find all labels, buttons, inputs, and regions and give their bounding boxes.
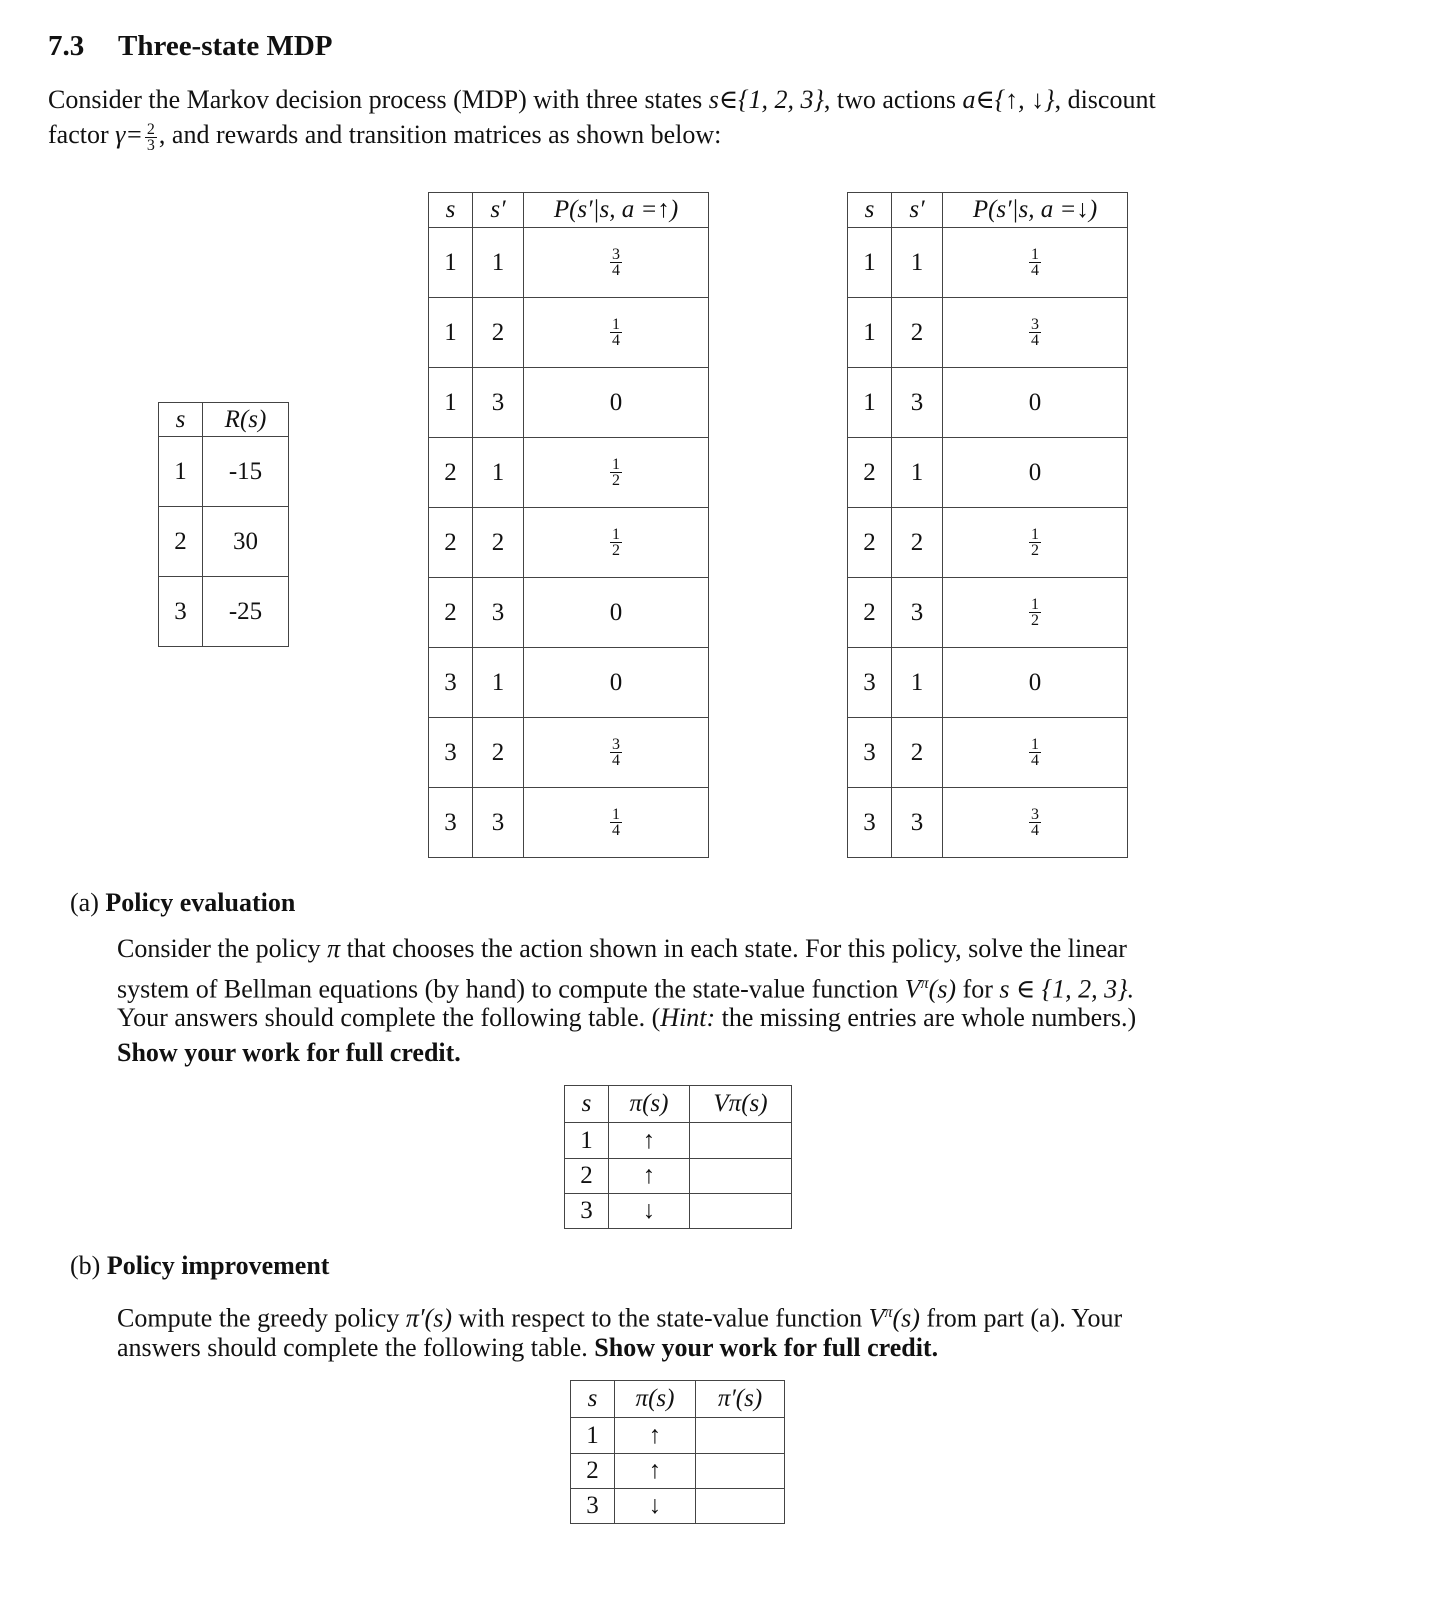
table-row: [429, 578, 709, 648]
text: system of Bellman equations (by hand) to compute the state-value function: [117, 974, 905, 1004]
gamma-symbol: γ=: [115, 120, 143, 149]
section-heading: [48, 30, 332, 63]
table-row: [848, 788, 1128, 858]
cell: 3: [892, 788, 943, 858]
frac-num: 1: [612, 526, 620, 543]
cell: 3: [429, 718, 473, 788]
probability-fraction: [610, 737, 622, 768]
part-b-line-2: [117, 1330, 938, 1365]
header-pi-prime: π′(s): [696, 1381, 785, 1418]
probability-cell: [943, 718, 1128, 788]
table-row: [429, 228, 709, 298]
probability-cell: [524, 228, 709, 298]
cell: 2: [892, 508, 943, 578]
cell: 1: [892, 648, 943, 718]
probability-cell: [524, 298, 709, 368]
cell: 2: [848, 438, 892, 508]
text: Your answers should complete the following table. (: [117, 1003, 661, 1032]
cell: 1: [848, 228, 892, 298]
probability-cell: 0: [943, 438, 1128, 508]
part-b-heading: [70, 1251, 329, 1281]
cell: 2: [473, 718, 524, 788]
cell: ↑: [615, 1418, 696, 1454]
cell: 3: [892, 368, 943, 438]
gamma-fraction: [145, 122, 157, 153]
cell: 2: [429, 438, 473, 508]
probability-cell: [943, 578, 1128, 648]
text: that chooses the action shown in each state. For this policy, solve the linear: [340, 934, 1127, 963]
header-s: s: [159, 403, 203, 437]
intro-text: , discount: [1054, 85, 1156, 114]
part-a-title: Policy evaluation: [105, 888, 296, 917]
text: Consider the policy: [117, 934, 328, 963]
cell: 2: [473, 508, 524, 578]
states-set: s∈{1, 2, 3}: [708, 85, 824, 114]
frac-num: 3: [612, 246, 620, 263]
frac-den: 2: [612, 542, 620, 559]
cell: 3: [159, 577, 203, 647]
frac-num: 3: [1031, 316, 1039, 333]
cell: 3: [892, 578, 943, 648]
frac-den: 4: [612, 332, 620, 349]
frac-num: 1: [1031, 736, 1039, 753]
probability-cell: [943, 788, 1128, 858]
text: answers should complete the following table.: [117, 1333, 595, 1362]
probability-fraction: [1029, 597, 1041, 628]
cell: 3: [565, 1194, 609, 1229]
frac-den: 4: [1031, 752, 1039, 769]
state-set: s ∈ {1, 2, 3}.: [999, 974, 1135, 1004]
frac-num: 1: [612, 806, 620, 823]
probability-fraction: [1029, 247, 1041, 278]
frac-den: 3: [146, 136, 155, 154]
part-b-title: Policy improvement: [106, 1251, 330, 1280]
part-a-label: (a): [70, 888, 99, 917]
probability-fraction: [610, 807, 622, 838]
probability-fraction: [1029, 527, 1041, 558]
actions-set: a∈{↑, ↓}: [962, 85, 1055, 114]
probability-fraction: [610, 317, 622, 348]
probability-cell: [524, 788, 709, 858]
part-a-heading: [70, 888, 295, 918]
table-row: [848, 298, 1128, 368]
intro-text: , two actions: [823, 85, 963, 114]
cell: 3: [473, 788, 524, 858]
cell: ↓: [609, 1194, 690, 1229]
cell: 3: [848, 788, 892, 858]
table-row: [429, 298, 709, 368]
frac-den: 2: [612, 472, 620, 489]
v-arg: (s): [928, 974, 957, 1004]
part-a-line-4: Show your work for full credit.: [117, 1038, 461, 1067]
table-row: [429, 508, 709, 578]
cell: 2: [848, 508, 892, 578]
header-cell: P(s′|s, a =↑): [524, 193, 709, 228]
cell: 1: [159, 437, 203, 507]
probability-cell: 0: [524, 578, 709, 648]
intro-line-1: [48, 82, 1156, 117]
frac-den: 4: [1031, 822, 1039, 839]
pi-prime: π′(s): [405, 1303, 452, 1333]
frac-num: 3: [612, 736, 620, 753]
text: from part (a). Your: [919, 1303, 1123, 1333]
section-number: 7.3: [48, 30, 85, 62]
part-a-line-3: [117, 1000, 1136, 1035]
probability-cell: 0: [524, 368, 709, 438]
cell: 2: [159, 507, 203, 577]
probability-cell: [524, 438, 709, 508]
cell: 1: [473, 228, 524, 298]
probability-cell: [943, 228, 1128, 298]
cell: -25: [203, 577, 289, 647]
text: for: [956, 974, 1000, 1004]
table-row: [429, 718, 709, 788]
table-row: [848, 648, 1128, 718]
cell: 1: [429, 228, 473, 298]
frac-num: 1: [612, 456, 620, 473]
frac-num: 1: [1031, 526, 1039, 543]
bold-text: Show your work for full credit.: [594, 1333, 939, 1362]
header-cell: s: [429, 193, 473, 228]
cell: 1: [429, 368, 473, 438]
text: with respect to the state-value function: [451, 1303, 869, 1333]
cell: 1: [571, 1418, 615, 1454]
cell: 2: [892, 718, 943, 788]
cell: 2: [848, 578, 892, 648]
frac-den: 2: [1031, 542, 1039, 559]
probability-fraction: [1029, 317, 1041, 348]
cell: 2: [429, 578, 473, 648]
table-row: [848, 368, 1128, 438]
cell: 3: [429, 648, 473, 718]
cell: -15: [203, 437, 289, 507]
header-cell: P(s′|s, a =↓): [943, 193, 1128, 228]
table-row: [429, 788, 709, 858]
cell: 1: [565, 1123, 609, 1159]
frac-den: 2: [1031, 612, 1039, 629]
cell: 1: [892, 228, 943, 298]
cell: 3: [848, 718, 892, 788]
cell: ↑: [609, 1159, 690, 1194]
probability-cell: [943, 508, 1128, 578]
reward-table: [158, 402, 289, 647]
cell: 3: [848, 648, 892, 718]
cell: 2: [892, 298, 943, 368]
table-row: [848, 578, 1128, 648]
answer-cell[interactable]: [690, 1194, 792, 1229]
probability-fraction: [610, 247, 622, 278]
answer-cell[interactable]: [696, 1489, 785, 1524]
transition-table-up: [428, 192, 709, 858]
probability-fraction: [610, 457, 622, 488]
intro-text: , and rewards and transition matrices as shown below:: [158, 120, 722, 149]
table-row: [848, 508, 1128, 578]
table-row: [848, 438, 1128, 508]
cell: 1: [848, 368, 892, 438]
policy-evaluation-table: [564, 1085, 792, 1229]
probability-cell: [524, 508, 709, 578]
frac-den: 4: [612, 262, 620, 279]
cell: 2: [565, 1159, 609, 1194]
frac-num: 2: [146, 120, 155, 138]
pi-symbol: π: [327, 934, 341, 963]
table-row: [429, 438, 709, 508]
header-cell: s: [848, 193, 892, 228]
text: the missing entries are whole numbers.): [715, 1003, 1137, 1032]
frac-num: 1: [1031, 596, 1039, 613]
cell: 1: [473, 438, 524, 508]
frac-den: 4: [612, 822, 620, 839]
header-pi: π(s): [609, 1086, 690, 1123]
probability-cell: [524, 718, 709, 788]
probability-fraction: [1029, 737, 1041, 768]
answer-cell[interactable]: [690, 1123, 792, 1159]
probability-fraction: [1029, 807, 1041, 838]
intro-line-2: [48, 117, 721, 153]
probability-cell: 0: [943, 368, 1128, 438]
header-cell: s′: [892, 193, 943, 228]
intro-text: Consider the Markov decision process (MDP) with three states: [48, 85, 709, 114]
cell: ↑: [609, 1123, 690, 1159]
header-s: s: [565, 1086, 609, 1123]
table-row: [429, 648, 709, 718]
part-a-line-1: [117, 931, 1127, 966]
answer-cell[interactable]: [696, 1418, 785, 1454]
cell: 1: [429, 298, 473, 368]
cell: 30: [203, 507, 289, 577]
probability-cell: 0: [943, 648, 1128, 718]
table-row: [429, 368, 709, 438]
cell: 3: [473, 578, 524, 648]
policy-improvement-table: [570, 1380, 785, 1524]
v-superscript: π: [920, 975, 929, 992]
hint-label: Hint:: [660, 1003, 716, 1032]
frac-num: 1: [612, 316, 620, 333]
section-title: Three-state MDP: [118, 30, 333, 62]
cell: ↑: [615, 1454, 696, 1489]
cell: 1: [892, 438, 943, 508]
table-row: [848, 228, 1128, 298]
header-s: s: [571, 1381, 615, 1418]
cell: ↓: [615, 1489, 696, 1524]
frac-den: 4: [1031, 332, 1039, 349]
text: Compute the greedy policy: [117, 1303, 406, 1333]
cell: 1: [473, 648, 524, 718]
frac-den: 4: [1031, 262, 1039, 279]
v-superscript: π: [884, 1304, 893, 1321]
probability-fraction: [610, 527, 622, 558]
cell: 2: [429, 508, 473, 578]
frac-den: 4: [612, 752, 620, 769]
cell: 3: [571, 1489, 615, 1524]
answer-cell[interactable]: [696, 1454, 785, 1489]
header-reward: R(s): [203, 403, 289, 437]
transition-table-down: [847, 192, 1128, 858]
intro-text: factor: [48, 120, 116, 149]
header-cell: s′: [473, 193, 524, 228]
cell: 3: [429, 788, 473, 858]
cell: 1: [848, 298, 892, 368]
v-symbol: V: [868, 1303, 885, 1333]
table-row: [848, 718, 1128, 788]
answer-cell[interactable]: [690, 1159, 792, 1194]
cell: 3: [473, 368, 524, 438]
probability-cell: [943, 298, 1128, 368]
cell: 2: [473, 298, 524, 368]
header-vpi: Vπ(s): [690, 1086, 792, 1123]
v-arg: (s): [892, 1303, 920, 1333]
header-pi: π(s): [615, 1381, 696, 1418]
frac-num: 1: [1031, 246, 1039, 263]
probability-cell: 0: [524, 648, 709, 718]
cell: 2: [571, 1454, 615, 1489]
frac-num: 3: [1031, 806, 1039, 823]
v-symbol: V: [904, 974, 921, 1004]
part-b-label: (b): [70, 1251, 101, 1280]
